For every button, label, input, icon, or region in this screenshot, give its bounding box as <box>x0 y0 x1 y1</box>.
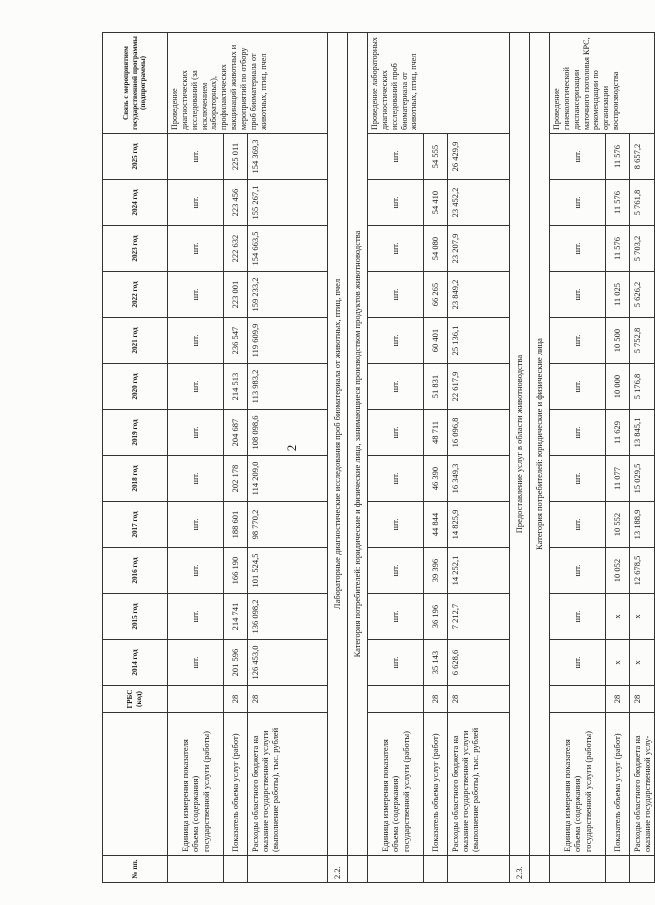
row-number-cell <box>224 856 248 883</box>
value-cell: 236 547 <box>224 318 248 364</box>
header-cell: Связь с мероприятием государственной программы (подпрограммы) <box>103 33 168 134</box>
value-cell: 10 052 <box>606 548 630 594</box>
row-number-cell <box>424 856 448 883</box>
section-row <box>510 33 530 883</box>
section-number: 2.2. <box>328 856 348 883</box>
value-cell: 23 849,2 <box>448 272 510 318</box>
indicators-table <box>102 32 655 883</box>
value-cell: 11 576 <box>606 180 630 226</box>
row-number-cell <box>348 856 368 883</box>
value-cell: 54 080 <box>424 226 448 272</box>
value-cell: 16 096,8 <box>448 410 510 456</box>
header-cell: ГРБС (код) <box>103 686 168 713</box>
value-cell: шт. <box>168 410 224 456</box>
value-cell: шт. <box>368 226 424 272</box>
value-cell: 113 983,2 <box>248 364 328 410</box>
header-cell <box>103 713 168 856</box>
value-cell: 10 000 <box>606 364 630 410</box>
header-row <box>103 33 168 883</box>
value-cell: 14 825,9 <box>448 502 510 548</box>
value-cell: шт. <box>168 226 224 272</box>
table-row <box>248 33 328 883</box>
value-cell: 39 396 <box>424 548 448 594</box>
header-cell: 2019 год <box>103 410 168 456</box>
value-cell: 22 617,9 <box>448 364 510 410</box>
category-title: Категория потребителей: юридические и физические лица <box>530 33 550 856</box>
row-number-cell <box>368 856 424 883</box>
value-cell: шт. <box>550 456 606 502</box>
value-cell: шт. <box>550 640 606 686</box>
value-cell: 12 678,5 <box>630 548 655 594</box>
rotated-table-container <box>102 33 653 883</box>
value-cell: х <box>606 594 630 640</box>
value-cell: 51 831 <box>424 364 448 410</box>
row-number-cell <box>606 856 630 883</box>
table-row <box>550 33 606 883</box>
section-title: Лабораторные диагностические исследования проб биоматериала от животных, птиц, пчел <box>328 33 348 856</box>
program-relation-cell: Проведение гинекологической диспансеризации маточного поголовья КРС, рекомендации по организации воспроизводства <box>550 33 655 134</box>
value-cell: 16 349,3 <box>448 456 510 502</box>
page-number: 2 <box>284 444 299 452</box>
section-title: Предоставление услуг в области животноводства <box>510 33 530 856</box>
header-cell: 2022 год <box>103 272 168 318</box>
row-label: Показатель объема услуг (работ) <box>606 713 630 856</box>
row-label: Расходы областного бюджета на оказание государственной услуги (выполнение работы), тыс. рублей <box>248 713 328 856</box>
row-label: Расходы областного бюджета на оказание государственной услу- <box>630 713 655 856</box>
value-cell: шт. <box>550 134 606 180</box>
value-cell: шт. <box>550 502 606 548</box>
value-cell: шт. <box>550 272 606 318</box>
value-cell: 5 703,2 <box>630 226 655 272</box>
value-cell: шт. <box>368 318 424 364</box>
value-cell: 101 524,5 <box>248 548 328 594</box>
grbs-cell: 28 <box>606 686 630 713</box>
value-cell: шт. <box>368 502 424 548</box>
value-cell: 136 098,2 <box>248 594 328 640</box>
category-row <box>530 33 550 883</box>
header-cell: 2023 год <box>103 226 168 272</box>
grbs-cell: 28 <box>448 686 510 713</box>
table-row <box>168 33 224 883</box>
value-cell: 13 845,1 <box>630 410 655 456</box>
value-cell: шт. <box>168 640 224 686</box>
value-cell: х <box>630 594 655 640</box>
category-row <box>348 33 368 883</box>
value-cell: 222 632 <box>224 226 248 272</box>
value-cell: шт. <box>550 410 606 456</box>
value-cell: шт. <box>368 272 424 318</box>
value-cell: шт. <box>368 364 424 410</box>
header-cell: 2021 год <box>103 318 168 364</box>
value-cell: 214 513 <box>224 364 248 410</box>
program-relation-cell: Проведение лабораторных диагностических исследований проб биоматериала от животных, птиц, пчел <box>368 33 510 134</box>
row-number-cell <box>550 856 606 883</box>
value-cell: шт. <box>550 226 606 272</box>
value-cell: 54 410 <box>424 180 448 226</box>
value-cell: 225 011 <box>224 134 248 180</box>
table-row <box>606 33 630 883</box>
value-cell: 14 252,1 <box>448 548 510 594</box>
value-cell: 13 188,9 <box>630 502 655 548</box>
value-cell: шт. <box>168 180 224 226</box>
value-cell: 5 761,8 <box>630 180 655 226</box>
row-number-cell <box>448 856 510 883</box>
value-cell: 204 687 <box>224 410 248 456</box>
header-cell: 2016 год <box>103 548 168 594</box>
row-label: Показатель объема услуг (работ) <box>224 713 248 856</box>
row-number-cell <box>168 856 224 883</box>
grbs-cell <box>368 686 424 713</box>
value-cell: 188 601 <box>224 502 248 548</box>
value-cell: 48 711 <box>424 410 448 456</box>
value-cell: шт. <box>168 364 224 410</box>
row-label: Единица измерения показателя объема (содержания) государственной услуги (работы) <box>168 713 224 856</box>
value-cell: шт. <box>168 456 224 502</box>
header-cell: 2017 год <box>103 502 168 548</box>
program-relation-cell: Проведение диагностических исследований (за исключением лабораторных), профилактических вакцинаций животных и мероприятий по отбору проб биоматериала от животных, птиц, пчел <box>168 33 328 134</box>
row-label: Единица измерения показателя объема (содержания) государственной услуги (работы) <box>368 713 424 856</box>
category-title: Категория потребителей: юридические и физические лица, занимающиеся производством продуктов животноводства <box>348 33 368 856</box>
value-cell: 6 628,6 <box>448 640 510 686</box>
value-cell: 8 657,2 <box>630 134 655 180</box>
value-cell: 10 500 <box>606 318 630 364</box>
header-cell: № пп. <box>103 856 168 883</box>
value-cell: 35 143 <box>424 640 448 686</box>
value-cell: шт. <box>168 502 224 548</box>
value-cell: шт. <box>168 272 224 318</box>
value-cell: шт. <box>550 318 606 364</box>
value-cell: 155 267,1 <box>248 180 328 226</box>
value-cell: шт. <box>368 640 424 686</box>
header-cell: 2014 год <box>103 640 168 686</box>
value-cell: шт. <box>368 548 424 594</box>
value-cell: 11 629 <box>606 410 630 456</box>
grbs-cell: 28 <box>630 686 655 713</box>
value-cell: 108 098,6 <box>248 410 328 456</box>
value-cell: 66 265 <box>424 272 448 318</box>
value-cell: 119 609,9 <box>248 318 328 364</box>
value-cell: 36 196 <box>424 594 448 640</box>
header-cell: 2020 год <box>103 364 168 410</box>
value-cell: 154 663,5 <box>248 226 328 272</box>
header-cell: 2018 год <box>103 456 168 502</box>
value-cell: 60 401 <box>424 318 448 364</box>
value-cell: 11 576 <box>606 134 630 180</box>
value-cell: 11 576 <box>606 226 630 272</box>
grbs-cell <box>168 686 224 713</box>
table-row <box>448 33 510 883</box>
value-cell: шт. <box>368 134 424 180</box>
value-cell: 15 029,5 <box>630 456 655 502</box>
table-row <box>630 33 655 883</box>
value-cell: 11 077 <box>606 456 630 502</box>
value-cell: 44 844 <box>424 502 448 548</box>
value-cell: шт. <box>550 594 606 640</box>
value-cell: 202 178 <box>224 456 248 502</box>
value-cell: х <box>606 640 630 686</box>
value-cell: 46 390 <box>424 456 448 502</box>
value-cell: шт. <box>168 594 224 640</box>
grbs-cell <box>550 686 606 713</box>
value-cell: шт. <box>368 594 424 640</box>
value-cell: х <box>630 640 655 686</box>
value-cell: 26 429,9 <box>448 134 510 180</box>
value-cell: шт. <box>168 134 224 180</box>
value-cell: 11 025 <box>606 272 630 318</box>
row-label: Единица измерения показателя объема (содержания) государственной услуги (работы) <box>550 713 606 856</box>
value-cell: шт. <box>368 180 424 226</box>
value-cell: 166 190 <box>224 548 248 594</box>
value-cell: 159 233,2 <box>248 272 328 318</box>
value-cell: 23 452,2 <box>448 180 510 226</box>
value-cell: 201 596 <box>224 640 248 686</box>
value-cell: 25 136,1 <box>448 318 510 364</box>
table-row <box>424 33 448 883</box>
value-cell: 54 555 <box>424 134 448 180</box>
section-row <box>328 33 348 883</box>
grbs-cell: 28 <box>248 686 328 713</box>
value-cell: 5 752,8 <box>630 318 655 364</box>
value-cell: 10 552 <box>606 502 630 548</box>
table-row <box>368 33 424 883</box>
value-cell: 23 207,9 <box>448 226 510 272</box>
header-cell: 2024 год <box>103 180 168 226</box>
value-cell: 7 212,7 <box>448 594 510 640</box>
header-cell: 2025 год <box>103 134 168 180</box>
value-cell: 223 001 <box>224 272 248 318</box>
value-cell: шт. <box>168 318 224 364</box>
value-cell: 223 456 <box>224 180 248 226</box>
section-number: 2.3. <box>510 856 530 883</box>
value-cell: 214 741 <box>224 594 248 640</box>
table-row <box>224 33 248 883</box>
row-number-cell <box>530 856 550 883</box>
value-cell: шт. <box>550 548 606 594</box>
value-cell: 5 626,2 <box>630 272 655 318</box>
value-cell: 126 453,0 <box>248 640 328 686</box>
grbs-cell: 28 <box>424 686 448 713</box>
row-number-cell <box>630 856 655 883</box>
row-label: Расходы областного бюджета на оказание государственной услуги (выполнение работы), тыс. рублей <box>448 713 510 856</box>
row-label: Показатель объема услуг (работ) <box>424 713 448 856</box>
value-cell: шт. <box>550 364 606 410</box>
value-cell: шт. <box>550 180 606 226</box>
value-cell: шт. <box>368 456 424 502</box>
value-cell: 98 770,2 <box>248 502 328 548</box>
value-cell: 154 369,3 <box>248 134 328 180</box>
value-cell: 114 209,0 <box>248 456 328 502</box>
value-cell: 5 176,8 <box>630 364 655 410</box>
header-cell: 2015 год <box>103 594 168 640</box>
value-cell: шт. <box>368 410 424 456</box>
row-number-cell <box>248 856 328 883</box>
value-cell: шт. <box>168 548 224 594</box>
grbs-cell: 28 <box>224 686 248 713</box>
